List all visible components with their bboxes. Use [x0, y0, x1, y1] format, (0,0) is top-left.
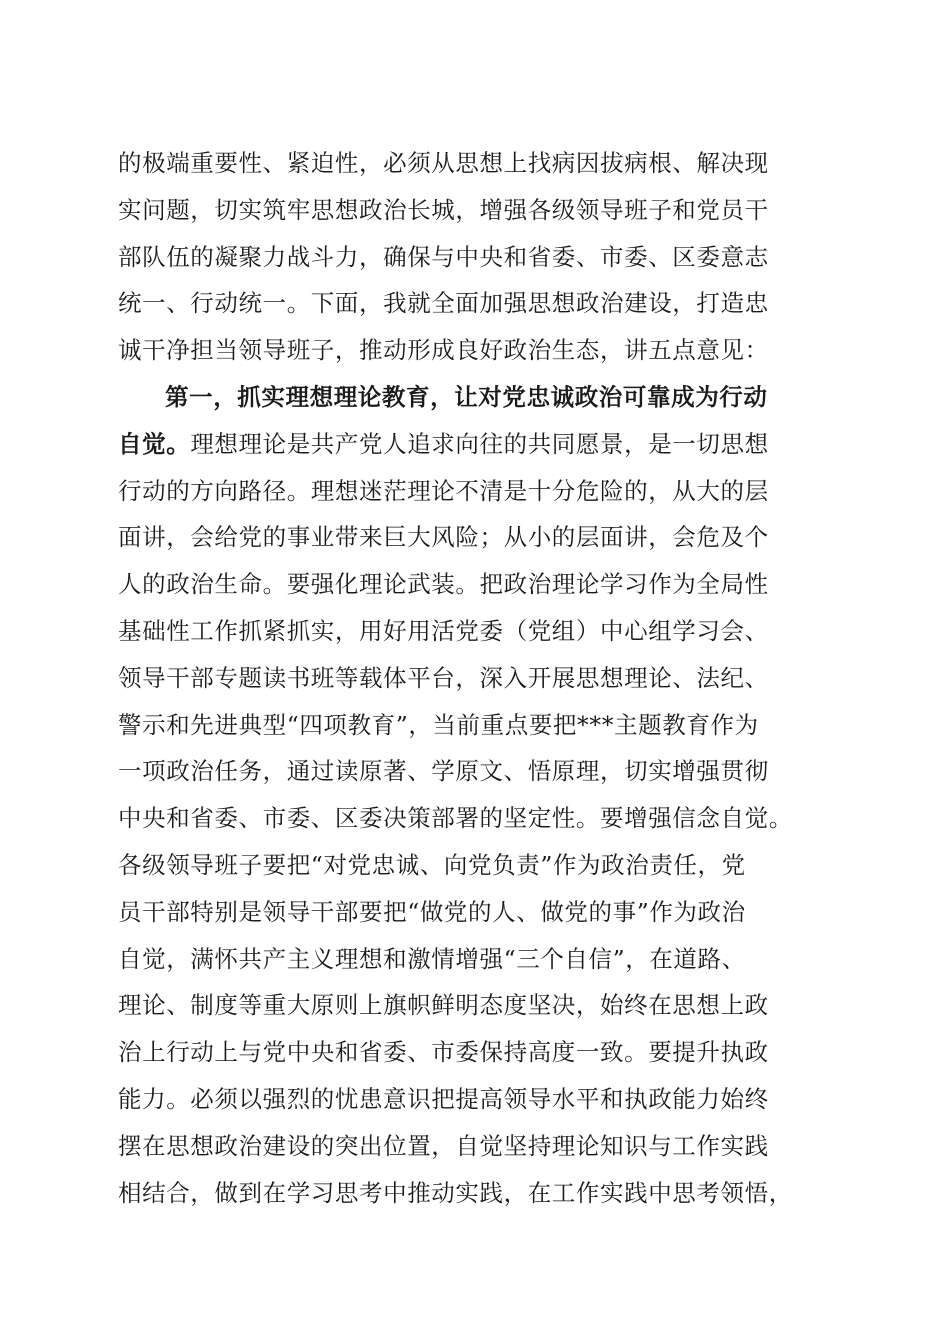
section-heading: 第一，抓实理想理论教育，让对党忠诚政治可靠成为行动 [165, 382, 768, 411]
line-text: 部队伍的凝聚力战斗力，确保与中央和省委、市委、区委意志 [118, 242, 769, 271]
line-text: 各级领导班子要把“对党忠诚、向党负责”作为政治责任，党 [118, 850, 746, 879]
text-line [118, 280, 838, 327]
line-text: 自觉，满怀共产主义理想和激情增强“三个自信”，在道路、 [118, 944, 746, 973]
text-line [118, 748, 838, 795]
text-line [118, 936, 838, 983]
line-text: 治上行动上与党中央和省委、市委保持高度一致。要提升执政 [118, 1038, 769, 1067]
text-line [118, 1123, 838, 1170]
line-text: 面讲，会给党的事业带来巨大风险；从小的层面讲，会危及个 [118, 523, 769, 552]
line-text: 相结合，做到在学习思考中推动实践，在工作实践中思考领悟， [118, 1178, 793, 1207]
text-line [118, 842, 838, 889]
text-line [118, 514, 838, 561]
text-line [118, 795, 838, 842]
text-line [118, 1076, 838, 1123]
text-line [118, 655, 838, 702]
line-text: 统一、行动统一。下面，我就全面加强思想政治建设，打造忠 [118, 289, 769, 318]
text-line [118, 702, 838, 749]
text-line [118, 982, 838, 1029]
text-line [118, 1029, 838, 1076]
text-line [118, 421, 838, 468]
text-line [118, 140, 838, 187]
line-text: 基础性工作抓紧抓实，用好用活党委（党组）中心组学习会、 [118, 616, 769, 645]
line-text: 领导干部专题读书班等载体平台，深入开展思想理论、法纪、 [118, 663, 769, 692]
text-line [118, 1170, 838, 1217]
line-text: 员干部特别是领导干部要把“做党的人、做党的事”作为政治 [118, 897, 746, 926]
line-text: 人的政治生命。要强化理论武装。把政治理论学习作为全局性 [118, 570, 769, 599]
text-line [118, 468, 838, 515]
section-heading-end: 自觉。 [118, 429, 191, 458]
line-text: 理论、制度等重大原则上旗帜鲜明态度坚决，始终在思想上政 [118, 991, 769, 1020]
line-text: 的极端重要性、紧迫性，必须从思想上找病因拔病根、解决现 [118, 149, 769, 177]
text-line [118, 561, 838, 608]
line-text: 理想理论是共产党人追求向往的共同愿景，是一切思想 [190, 429, 769, 458]
text-line [118, 234, 838, 281]
line-text: 诚干净担当领导班子，推动形成良好政治生态，讲五点意见： [118, 336, 769, 365]
line-text: 能力。必须以强烈的忧患意识把提高领导水平和执政能力始终 [118, 1084, 769, 1113]
line-text: 一项政治任务，通过读原著、学原文、悟原理，切实增强贯彻 [118, 757, 769, 786]
text-line [118, 608, 838, 655]
line-text: 警示和先进典型“四项教育”，当前重点要把***主题教育作为 [118, 710, 759, 739]
section-heading-line [118, 374, 838, 421]
body-text [118, 140, 838, 1216]
text-line [118, 327, 838, 374]
line-text: 实问题，切实筑牢思想政治长城，增强各级领导班子和党员干 [118, 195, 769, 224]
line-text: 行动的方向路径。理想迷茫理论不清是十分危险的，从大的层 [118, 476, 769, 505]
line-text: 中央和省委、市委、区委决策部署的坚定性。要增强信念自觉。 [118, 804, 793, 833]
text-line [118, 187, 838, 234]
line-text: 摆在思想政治建设的突出位置，自觉坚持理论知识与工作实践 [118, 1131, 769, 1160]
text-line [118, 889, 838, 936]
